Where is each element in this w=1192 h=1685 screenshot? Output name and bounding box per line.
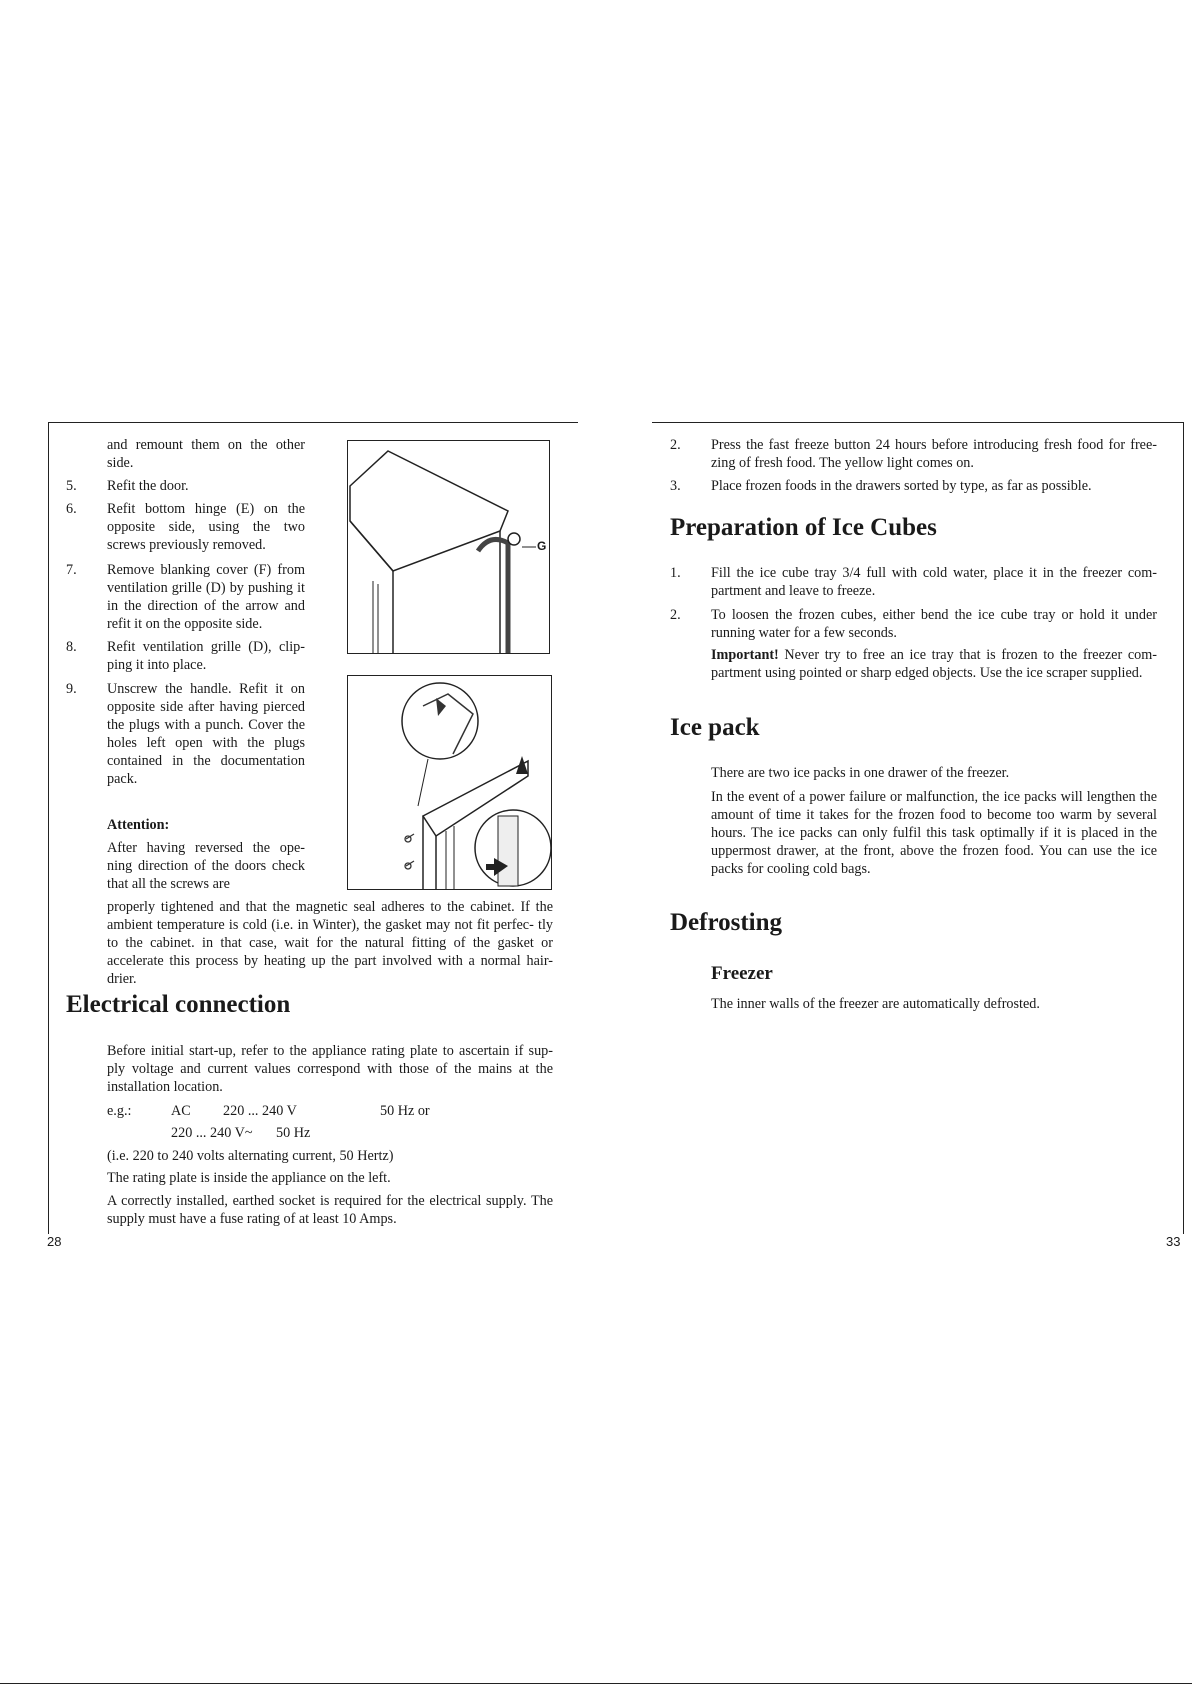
- step-text: Refit ventilation grille (D), clip- ping it into place.: [107, 639, 305, 673]
- defrosting-paragraph: The inner walls of the freezer are automatically defrosted.: [711, 996, 1040, 1012]
- step-text: Fill the ice cube tray 3/4 full with cold water, place it in the freezer com- partment and leave to freeze.: [711, 565, 1157, 599]
- eg-ac: AC: [171, 1103, 191, 1119]
- eg-label: e.g.:: [107, 1103, 132, 1119]
- electrical-paragraph-4: A correctly installed, earthed socket is required for the electrical supply. The supply must have a fuse rating of at least 10 Amps.: [107, 1193, 553, 1227]
- step-text: Remove blanking cover (F) from ventilation grille (D) by pushing it in the direction of the arrow and refit it on the opposite side.: [107, 562, 305, 632]
- eg-frequency-2: 50 Hz: [276, 1125, 311, 1141]
- step-number: 2.: [670, 607, 681, 623]
- step-number: 1.: [670, 565, 681, 581]
- electrical-paragraph-1: Before initial start-up, refer to the appliance rating plate to ascertain if sup- ply voltage and current values correspond with those of the mains at the installation location.: [107, 1043, 553, 1095]
- step-number: 9.: [66, 681, 77, 697]
- ice-pack-paragraph-2: In the event of a power failure or malfunction, the ice packs will lengthen the amount of time it takes for the frozen food to become too warm by several hours. The ice packs can only fulfil this task optimally if it is placed in the uppermost drawer, at the front, above the frozen food. You can use the ice packs for cooling cold bags.: [711, 789, 1157, 877]
- attention-title: Attention:: [107, 817, 170, 833]
- important-text: Never try to free an ice tray that is frozen to the freezer com- partment using pointed or sharp edged objects. Use the ice scraper supplied.: [711, 647, 1157, 681]
- figure-label-g: G: [537, 539, 547, 553]
- ice-pack-paragraph-1: There are two ice packs in one drawer of the freezer.: [711, 765, 1010, 781]
- left-margin-rule: [48, 422, 49, 1234]
- attention-text-narrow: After having reversed the ope- ning direction of the doors check that all the screws are: [107, 840, 305, 892]
- electrical-connection-heading: Electrical connection: [66, 991, 291, 1018]
- eg-voltage-2: 220 ... 240 V~: [171, 1125, 253, 1141]
- step-text: To loosen the frozen cubes, either bend the ice cube tray or hold it under running water for a few seconds.: [711, 607, 1157, 641]
- bottom-rule: [0, 1683, 1192, 1684]
- ice-pack-heading: Ice pack: [670, 714, 760, 741]
- step-text: Refit bottom hinge (E) on the opposite side, using the two screws previously removed.: [107, 501, 305, 553]
- step-text: Refit the door.: [107, 478, 189, 494]
- important-note: [711, 646, 1157, 682]
- ice-cubes-heading: Preparation of Ice Cubes: [670, 514, 937, 541]
- electrical-paragraph-2: (i.e. 220 to 240 volts alternating current, 50 Hertz): [107, 1148, 394, 1164]
- step-4-continuation: and remount them on the other side.: [107, 437, 305, 471]
- step-number: 2.: [670, 437, 681, 453]
- freezer-subheading: Freezer: [711, 963, 773, 984]
- cabinet-top-drawing: [348, 441, 549, 653]
- step-number: 5.: [66, 478, 77, 494]
- step-number: 3.: [670, 478, 681, 494]
- right-margin-rule: [1183, 422, 1184, 1234]
- attention-text-wide: properly tightened and that the magnetic seal adheres to the cabinet. If the ambient temperature is cold (i.e. in Winter), the gasket may not fit perfec- tly to the cabinet. in that case, wait for the natural fitting of the gasket or accelerate this process by heating up the part involved with a normal hair- drier.: [107, 899, 553, 987]
- step-text: Press the fast freeze button 24 hours before introducing fresh food for free- zing of fresh food. The yellow light comes on.: [711, 437, 1157, 471]
- top-rule-left: [48, 422, 578, 423]
- step-text: Place frozen foods in the drawers sorted by type, as far as possible.: [711, 478, 1092, 494]
- important-label: Important!: [711, 647, 779, 663]
- step-number: 6.: [66, 501, 77, 517]
- figure-hinge-illustration: [347, 440, 550, 654]
- eg-voltage-1: 220 ... 240 V: [223, 1103, 297, 1119]
- step-number: 8.: [66, 639, 77, 655]
- figure-handle-illustration: [347, 675, 552, 890]
- step-number: 7.: [66, 562, 77, 578]
- electrical-paragraph-3: The rating plate is inside the appliance on the left.: [107, 1170, 391, 1186]
- page-number-left: 28: [47, 1234, 62, 1249]
- step-text: Unscrew the handle. Refit it on opposite side after having pierced the plugs with a punch. Cover the holes left open with the plugs contained in the documentation pack.: [107, 681, 305, 787]
- page-number-right: 33: [1166, 1234, 1181, 1249]
- defrosting-heading: Defrosting: [670, 909, 783, 936]
- door-handle-drawing: [348, 676, 551, 889]
- top-rule-right: [652, 422, 1184, 423]
- eg-frequency-1: 50 Hz or: [380, 1103, 430, 1119]
